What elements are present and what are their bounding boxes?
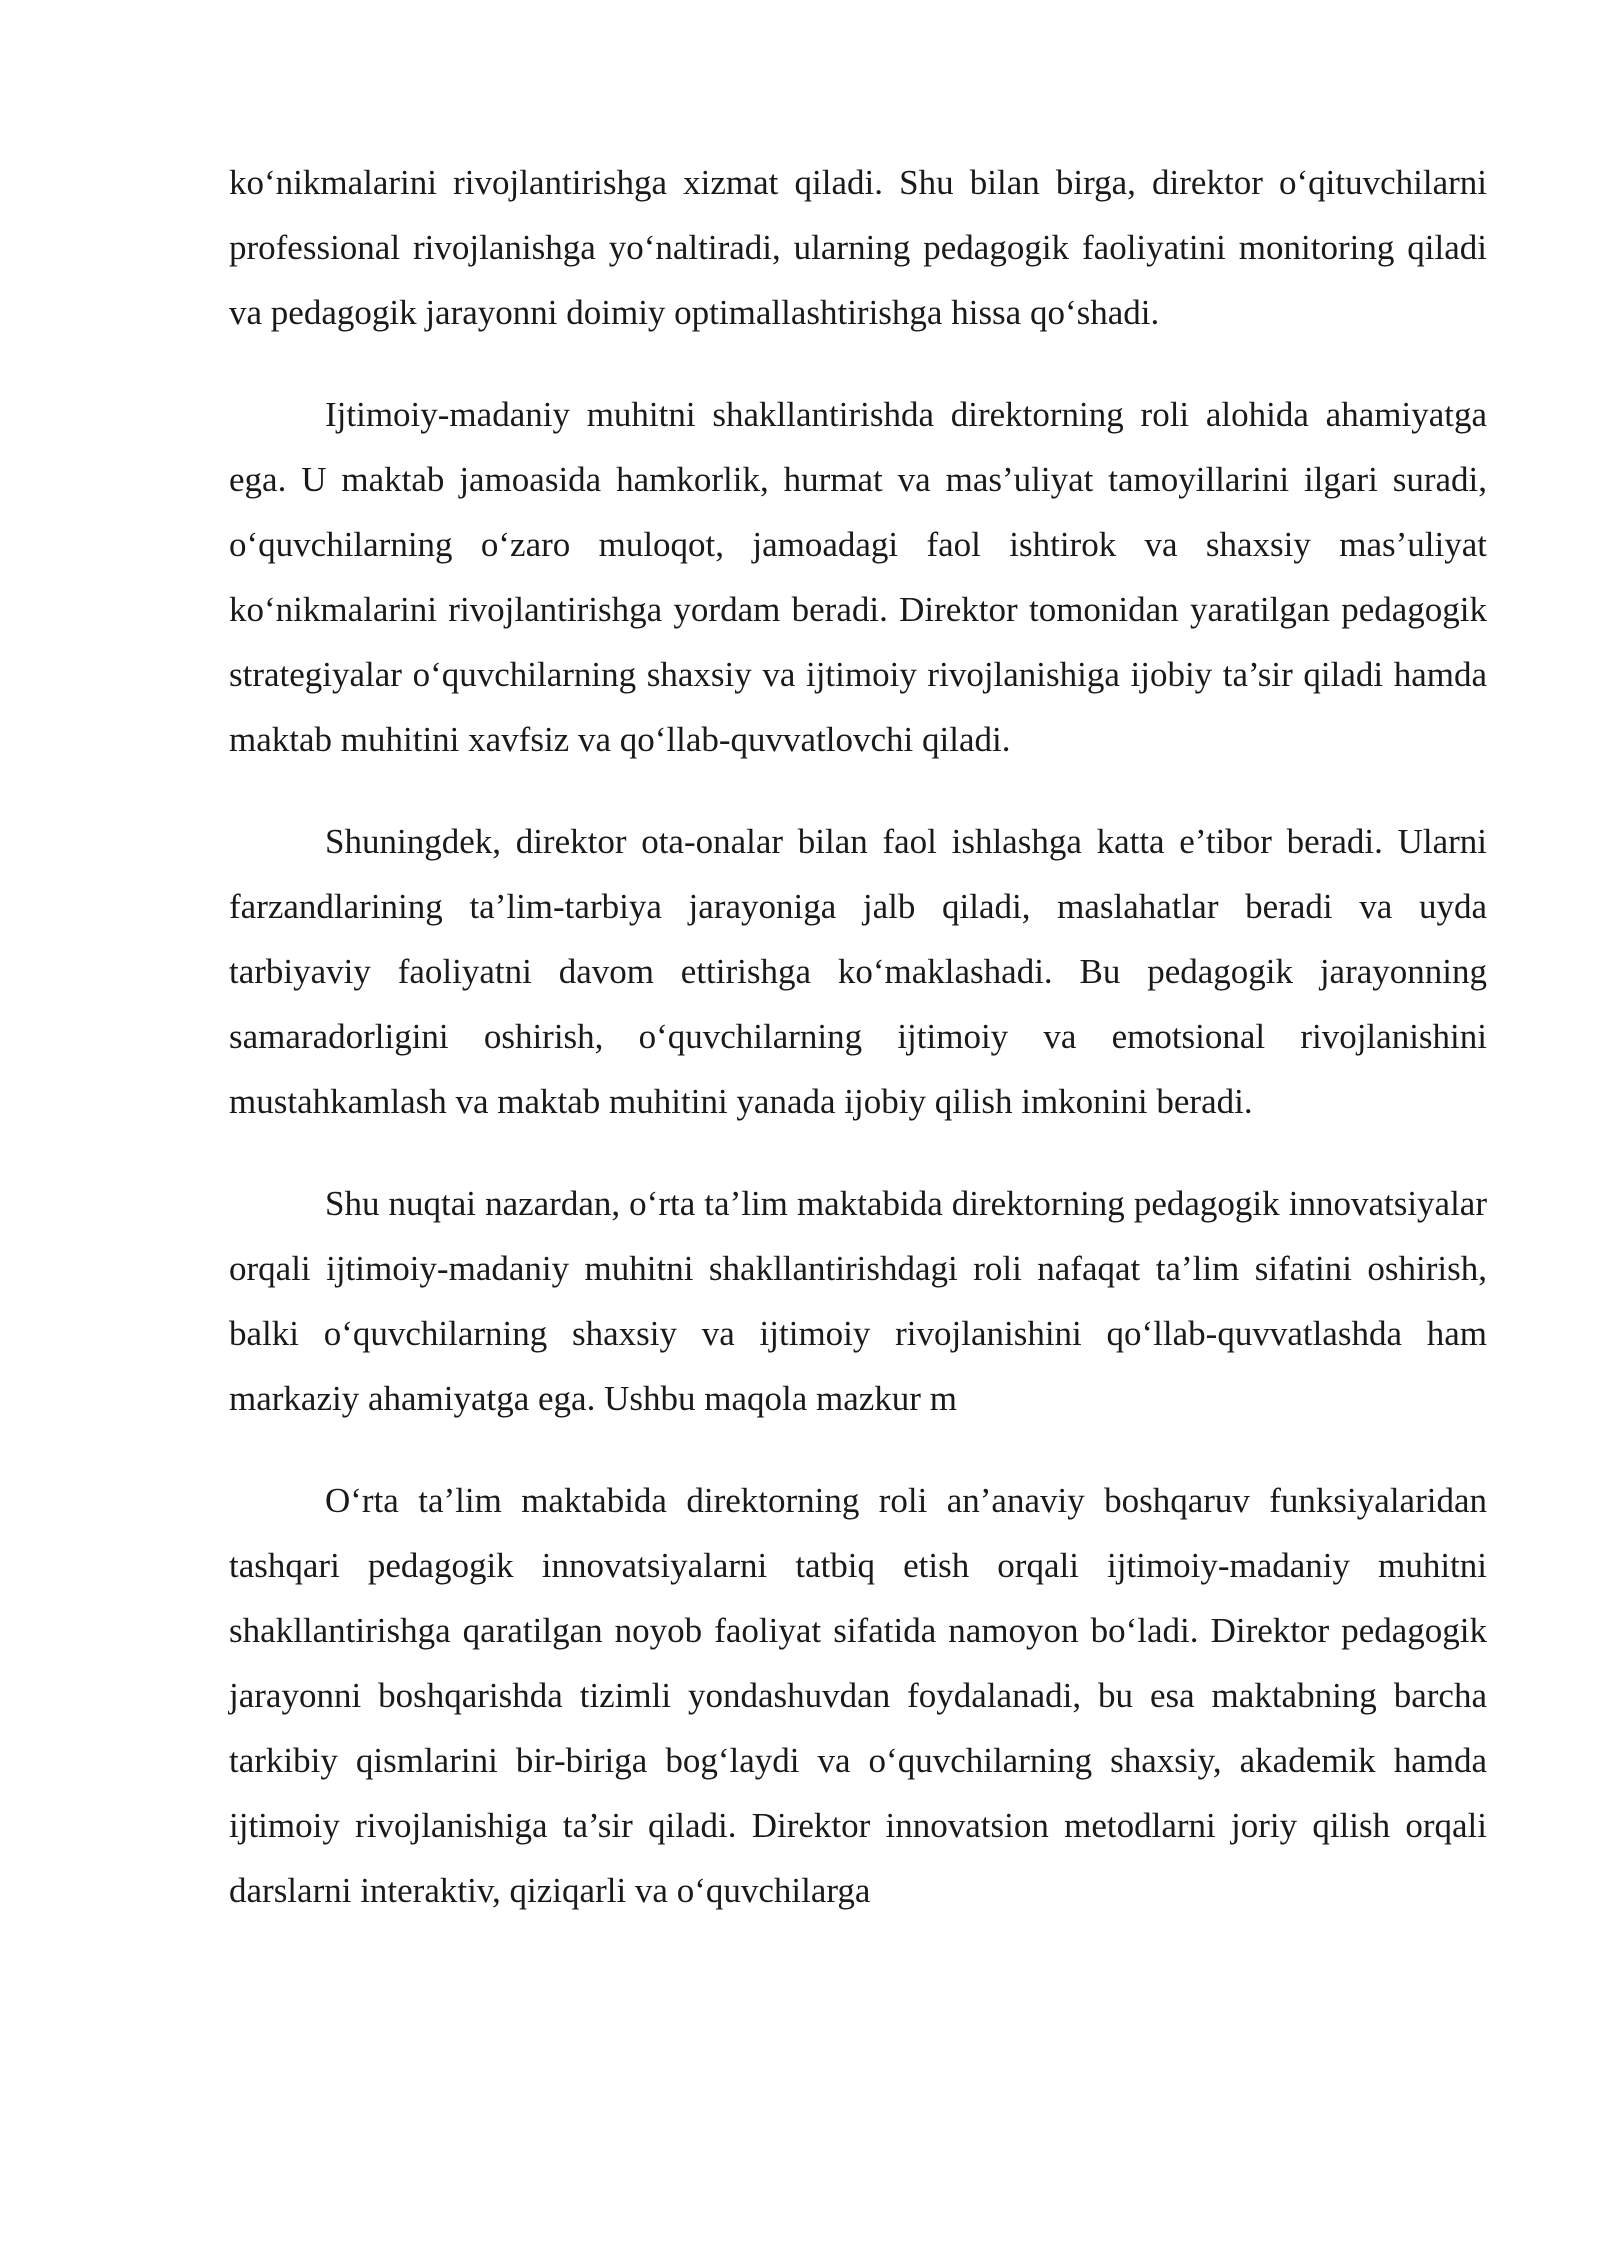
paragraph-director-role: O‘rta ta’lim maktabida direktorning roli an’anaviy boshqaruv funksiyalaridan tashqari pedagogik innovatsiyalarni tatbiq etish orqali ijtimoiy-madaniy muhitni shakllantirishga qaratilgan noyob faoliyat sifatida namoyon bo‘ladi. Direktor pedagogik jarayonni boshqarishda tizimli yondashuvdan foydalanadi, bu esa maktabning barcha tarkibiy qismlarini bir-biriga bog‘laydi va o‘quvchilarning shaxsiy, akademik hamda ijtimoiy rivojlanishiga ta’sir qiladi. Direktor innovatsion metodlarni joriy qilish orqali darslarni interaktiv, qiziqarli va o‘quvchilarga [229,1481,1487,1910]
paragraph-conclusion-viewpoint: Shu nuqtai nazardan, o‘rta ta’lim maktabida direktorning pedagogik innovatsiyalar orqali ijtimoiy-madaniy muhitni shakllantirishdagi roli nafaqat ta’lim sifatini oshirish, balki o‘quvchilarning shaxsiy va ijtimoiy rivojlanishini qo‘llab-quvvatlashda ham markaziy ahamiyatga ega. Ushbu maqola mazkur m [229,1184,1487,1418]
paragraph-parents-engagement: Shuningdek, direktor ota-onalar bilan faol ishlashga katta e’tibor beradi. Ularni farzandlarining ta’lim-tarbiya jarayoniga jalb qiladi, maslahatlar beradi va uyda tarbiyaviy faoliyatni davom ettirishga ko‘maklashadi. Bu pedagogik jarayonning samaradorligini oshirish, o‘quvchilarning ijtimoiy va emotsional rivojlanishini mustahkamlash va maktab muhitini yanada ijobiy qilish imkonini beradi. [229,822,1487,1121]
paragraph-sociocultural-environment: Ijtimoiy-madaniy muhitni shakllantirishda direktorning roli alohida ahamiyatga ega. U maktab jamoasida hamkorlik, hurmat va mas’uliyat tamoyillarini ilgari suradi, o‘quvchilarning o‘zaro muloqot, jamoadagi faol ishtirok va shaxsiy mas’uliyat ko‘nikmalarini rivojlantirishga yordam beradi. Direktor tomonidan yaratilgan pedagogik strategiyalar o‘quvchilarning shaxsiy va ijtimoiy rivojlanishiga ijobiy ta’sir qiladi hamda maktab muhitini xavfsiz va qo‘llab-quvvatlovchi qiladi. [229,395,1487,759]
document-body [229,150,1487,1960]
paragraph-continuation: ko‘nikmalarini rivojlantirishga xizmat qiladi. Shu bilan birga, direktor o‘qituvchilarni professional rivojlanishga yo‘naltiradi, ularning pedagogik faoliyatini monitoring qiladi va pedagogik jarayonni doimiy optimallashtirishga hissa qo‘shadi. [229,163,1487,332]
